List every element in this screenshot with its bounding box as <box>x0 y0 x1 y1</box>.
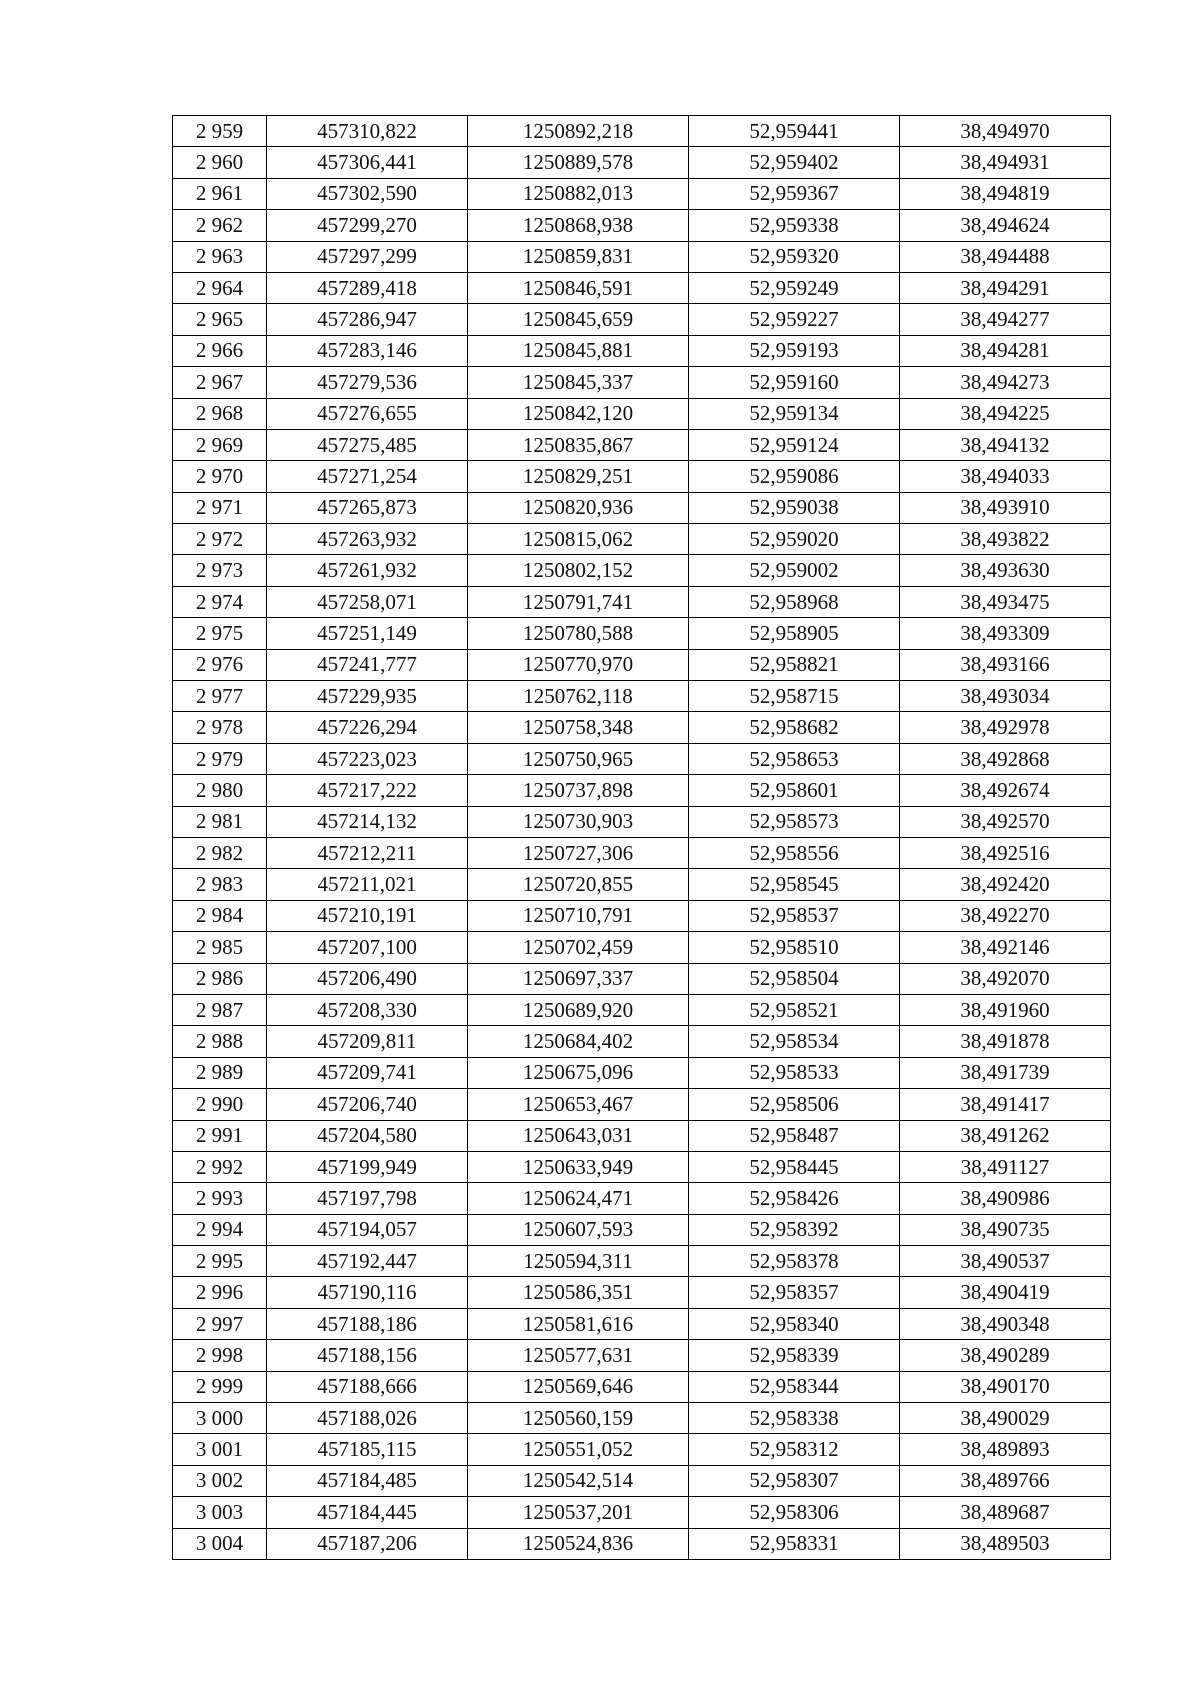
longitude-cell: 38,494970 <box>900 116 1111 147</box>
x-coordinate-cell: 457204,580 <box>267 1120 468 1151</box>
x-coordinate-cell: 457214,132 <box>267 806 468 837</box>
y-coordinate-cell: 1250710,791 <box>468 900 689 931</box>
point-number-cell: 2 997 <box>173 1308 267 1339</box>
y-coordinate-cell: 1250653,467 <box>468 1089 689 1120</box>
y-coordinate-cell: 1250802,152 <box>468 555 689 586</box>
point-number-cell: 3 001 <box>173 1434 267 1465</box>
point-number-cell: 2 972 <box>173 524 267 555</box>
table-row <box>173 1497 1111 1528</box>
y-coordinate-cell: 1250607,593 <box>468 1214 689 1245</box>
latitude-cell: 52,958653 <box>689 743 900 774</box>
latitude-cell: 52,959134 <box>689 398 900 429</box>
coordinates-table <box>172 115 1111 1560</box>
x-coordinate-cell: 457265,873 <box>267 492 468 523</box>
point-number-cell: 2 981 <box>173 806 267 837</box>
latitude-cell: 52,959020 <box>689 524 900 555</box>
latitude-cell: 52,959402 <box>689 147 900 178</box>
point-number-cell: 2 990 <box>173 1089 267 1120</box>
y-coordinate-cell: 1250845,659 <box>468 304 689 335</box>
table-row <box>173 837 1111 868</box>
x-coordinate-cell: 457310,822 <box>267 116 468 147</box>
point-number-cell: 2 992 <box>173 1151 267 1182</box>
latitude-cell: 52,958537 <box>689 900 900 931</box>
x-coordinate-cell: 457251,149 <box>267 618 468 649</box>
table-row <box>173 335 1111 366</box>
longitude-cell: 38,490986 <box>900 1183 1111 1214</box>
table-row <box>173 1151 1111 1182</box>
point-number-cell: 2 995 <box>173 1246 267 1277</box>
x-coordinate-cell: 457241,777 <box>267 649 468 680</box>
latitude-cell: 52,958521 <box>689 994 900 1025</box>
point-number-cell: 2 984 <box>173 900 267 931</box>
table-row <box>173 1120 1111 1151</box>
x-coordinate-cell: 457187,206 <box>267 1528 468 1559</box>
y-coordinate-cell: 1250675,096 <box>468 1057 689 1088</box>
y-coordinate-cell: 1250780,588 <box>468 618 689 649</box>
x-coordinate-cell: 457211,021 <box>267 869 468 900</box>
longitude-cell: 38,492270 <box>900 900 1111 931</box>
x-coordinate-cell: 457188,156 <box>267 1340 468 1371</box>
longitude-cell: 38,492516 <box>900 837 1111 868</box>
latitude-cell: 52,958357 <box>689 1277 900 1308</box>
x-coordinate-cell: 457289,418 <box>267 272 468 303</box>
y-coordinate-cell: 1250859,831 <box>468 241 689 272</box>
longitude-cell: 38,493910 <box>900 492 1111 523</box>
x-coordinate-cell: 457299,270 <box>267 210 468 241</box>
table-row <box>173 775 1111 806</box>
y-coordinate-cell: 1250633,949 <box>468 1151 689 1182</box>
table-row <box>173 1277 1111 1308</box>
table-row <box>173 1089 1111 1120</box>
longitude-cell: 38,494281 <box>900 335 1111 366</box>
table-row <box>173 555 1111 586</box>
latitude-cell: 52,958821 <box>689 649 900 680</box>
point-number-cell: 2 985 <box>173 932 267 963</box>
latitude-cell: 52,958534 <box>689 1026 900 1057</box>
y-coordinate-cell: 1250624,471 <box>468 1183 689 1214</box>
point-number-cell: 2 975 <box>173 618 267 649</box>
table-row <box>173 869 1111 900</box>
y-coordinate-cell: 1250882,013 <box>468 178 689 209</box>
table-row <box>173 1183 1111 1214</box>
point-number-cell: 2 963 <box>173 241 267 272</box>
table-row <box>173 398 1111 429</box>
table-row <box>173 994 1111 1025</box>
y-coordinate-cell: 1250730,903 <box>468 806 689 837</box>
latitude-cell: 52,958344 <box>689 1371 900 1402</box>
longitude-cell: 38,492674 <box>900 775 1111 806</box>
y-coordinate-cell: 1250689,920 <box>468 994 689 1025</box>
x-coordinate-cell: 457188,026 <box>267 1403 468 1434</box>
y-coordinate-cell: 1250537,201 <box>468 1497 689 1528</box>
latitude-cell: 52,959193 <box>689 335 900 366</box>
point-number-cell: 2 976 <box>173 649 267 680</box>
coordinates-table-body <box>173 116 1111 1560</box>
latitude-cell: 52,959038 <box>689 492 900 523</box>
point-number-cell: 2 970 <box>173 461 267 492</box>
longitude-cell: 38,491878 <box>900 1026 1111 1057</box>
y-coordinate-cell: 1250581,616 <box>468 1308 689 1339</box>
longitude-cell: 38,492070 <box>900 963 1111 994</box>
table-row <box>173 618 1111 649</box>
y-coordinate-cell: 1250569,646 <box>468 1371 689 1402</box>
longitude-cell: 38,494819 <box>900 178 1111 209</box>
point-number-cell: 2 982 <box>173 837 267 868</box>
y-coordinate-cell: 1250815,062 <box>468 524 689 555</box>
latitude-cell: 52,958556 <box>689 837 900 868</box>
longitude-cell: 38,492146 <box>900 932 1111 963</box>
table-row <box>173 524 1111 555</box>
x-coordinate-cell: 457302,590 <box>267 178 468 209</box>
longitude-cell: 38,492978 <box>900 712 1111 743</box>
y-coordinate-cell: 1250820,936 <box>468 492 689 523</box>
table-row <box>173 806 1111 837</box>
point-number-cell: 2 962 <box>173 210 267 241</box>
longitude-cell: 38,493166 <box>900 649 1111 680</box>
x-coordinate-cell: 457283,146 <box>267 335 468 366</box>
y-coordinate-cell: 1250684,402 <box>468 1026 689 1057</box>
table-row <box>173 1057 1111 1088</box>
latitude-cell: 52,959002 <box>689 555 900 586</box>
longitude-cell: 38,489503 <box>900 1528 1111 1559</box>
y-coordinate-cell: 1250524,836 <box>468 1528 689 1559</box>
x-coordinate-cell: 457184,445 <box>267 1497 468 1528</box>
x-coordinate-cell: 457207,100 <box>267 932 468 963</box>
y-coordinate-cell: 1250737,898 <box>468 775 689 806</box>
latitude-cell: 52,958905 <box>689 618 900 649</box>
table-row <box>173 429 1111 460</box>
table-row <box>173 1403 1111 1434</box>
latitude-cell: 52,958573 <box>689 806 900 837</box>
table-row <box>173 1308 1111 1339</box>
x-coordinate-cell: 457286,947 <box>267 304 468 335</box>
x-coordinate-cell: 457209,811 <box>267 1026 468 1057</box>
longitude-cell: 38,489766 <box>900 1465 1111 1496</box>
point-number-cell: 2 998 <box>173 1340 267 1371</box>
latitude-cell: 52,958338 <box>689 1403 900 1434</box>
latitude-cell: 52,959367 <box>689 178 900 209</box>
table-row <box>173 147 1111 178</box>
table-row <box>173 1371 1111 1402</box>
table-row <box>173 461 1111 492</box>
longitude-cell: 38,491417 <box>900 1089 1111 1120</box>
longitude-cell: 38,491262 <box>900 1120 1111 1151</box>
point-number-cell: 2 969 <box>173 429 267 460</box>
y-coordinate-cell: 1250791,741 <box>468 586 689 617</box>
longitude-cell: 38,494488 <box>900 241 1111 272</box>
point-number-cell: 2 980 <box>173 775 267 806</box>
y-coordinate-cell: 1250551,052 <box>468 1434 689 1465</box>
table-row <box>173 116 1111 147</box>
x-coordinate-cell: 457223,023 <box>267 743 468 774</box>
x-coordinate-cell: 457192,447 <box>267 1246 468 1277</box>
table-row <box>173 304 1111 335</box>
point-number-cell: 3 003 <box>173 1497 267 1528</box>
point-number-cell: 2 967 <box>173 367 267 398</box>
latitude-cell: 52,958545 <box>689 869 900 900</box>
point-number-cell: 2 994 <box>173 1214 267 1245</box>
table-row <box>173 1434 1111 1465</box>
x-coordinate-cell: 457261,932 <box>267 555 468 586</box>
longitude-cell: 38,493309 <box>900 618 1111 649</box>
latitude-cell: 52,958715 <box>689 681 900 712</box>
latitude-cell: 52,958306 <box>689 1497 900 1528</box>
table-row <box>173 272 1111 303</box>
longitude-cell: 38,493475 <box>900 586 1111 617</box>
y-coordinate-cell: 1250720,855 <box>468 869 689 900</box>
latitude-cell: 52,958510 <box>689 932 900 963</box>
x-coordinate-cell: 457226,294 <box>267 712 468 743</box>
y-coordinate-cell: 1250643,031 <box>468 1120 689 1151</box>
x-coordinate-cell: 457188,186 <box>267 1308 468 1339</box>
point-number-cell: 2 979 <box>173 743 267 774</box>
latitude-cell: 52,959441 <box>689 116 900 147</box>
latitude-cell: 52,959160 <box>689 367 900 398</box>
table-row <box>173 900 1111 931</box>
point-number-cell: 2 989 <box>173 1057 267 1088</box>
longitude-cell: 38,491739 <box>900 1057 1111 1088</box>
table-row <box>173 1026 1111 1057</box>
latitude-cell: 52,958968 <box>689 586 900 617</box>
x-coordinate-cell: 457188,666 <box>267 1371 468 1402</box>
x-coordinate-cell: 457190,116 <box>267 1277 468 1308</box>
x-coordinate-cell: 457184,485 <box>267 1465 468 1496</box>
point-number-cell: 2 960 <box>173 147 267 178</box>
table-row <box>173 932 1111 963</box>
table-row <box>173 492 1111 523</box>
table-row <box>173 1340 1111 1371</box>
y-coordinate-cell: 1250762,118 <box>468 681 689 712</box>
x-coordinate-cell: 457199,949 <box>267 1151 468 1182</box>
y-coordinate-cell: 1250846,591 <box>468 272 689 303</box>
longitude-cell: 38,490029 <box>900 1403 1111 1434</box>
table-row <box>173 241 1111 272</box>
table-row <box>173 649 1111 680</box>
latitude-cell: 52,959249 <box>689 272 900 303</box>
table-row <box>173 367 1111 398</box>
latitude-cell: 52,958426 <box>689 1183 900 1214</box>
longitude-cell: 38,493034 <box>900 681 1111 712</box>
x-coordinate-cell: 457206,740 <box>267 1089 468 1120</box>
x-coordinate-cell: 457197,798 <box>267 1183 468 1214</box>
y-coordinate-cell: 1250542,514 <box>468 1465 689 1496</box>
point-number-cell: 2 965 <box>173 304 267 335</box>
x-coordinate-cell: 457210,191 <box>267 900 468 931</box>
y-coordinate-cell: 1250702,459 <box>468 932 689 963</box>
table-row <box>173 210 1111 241</box>
table-row <box>173 743 1111 774</box>
latitude-cell: 52,958378 <box>689 1246 900 1277</box>
point-number-cell: 2 983 <box>173 869 267 900</box>
y-coordinate-cell: 1250842,120 <box>468 398 689 429</box>
table-row <box>173 681 1111 712</box>
y-coordinate-cell: 1250697,337 <box>468 963 689 994</box>
latitude-cell: 52,958504 <box>689 963 900 994</box>
x-coordinate-cell: 457217,222 <box>267 775 468 806</box>
x-coordinate-cell: 457276,655 <box>267 398 468 429</box>
longitude-cell: 38,489687 <box>900 1497 1111 1528</box>
x-coordinate-cell: 457279,536 <box>267 367 468 398</box>
latitude-cell: 52,959086 <box>689 461 900 492</box>
latitude-cell: 52,959227 <box>689 304 900 335</box>
latitude-cell: 52,958339 <box>689 1340 900 1371</box>
y-coordinate-cell: 1250594,311 <box>468 1246 689 1277</box>
point-number-cell: 2 999 <box>173 1371 267 1402</box>
point-number-cell: 2 974 <box>173 586 267 617</box>
latitude-cell: 52,958533 <box>689 1057 900 1088</box>
x-coordinate-cell: 457297,299 <box>267 241 468 272</box>
point-number-cell: 2 966 <box>173 335 267 366</box>
y-coordinate-cell: 1250586,351 <box>468 1277 689 1308</box>
point-number-cell: 2 959 <box>173 116 267 147</box>
longitude-cell: 38,491127 <box>900 1151 1111 1182</box>
longitude-cell: 38,492420 <box>900 869 1111 900</box>
longitude-cell: 38,490348 <box>900 1308 1111 1339</box>
point-number-cell: 2 971 <box>173 492 267 523</box>
longitude-cell: 38,492570 <box>900 806 1111 837</box>
table-row <box>173 1214 1111 1245</box>
longitude-cell: 38,490289 <box>900 1340 1111 1371</box>
table-row <box>173 1465 1111 1496</box>
x-coordinate-cell: 457194,057 <box>267 1214 468 1245</box>
longitude-cell: 38,490419 <box>900 1277 1111 1308</box>
table-row <box>173 712 1111 743</box>
latitude-cell: 52,958506 <box>689 1089 900 1120</box>
latitude-cell: 52,958487 <box>689 1120 900 1151</box>
latitude-cell: 52,958307 <box>689 1465 900 1496</box>
y-coordinate-cell: 1250577,631 <box>468 1340 689 1371</box>
longitude-cell: 38,491960 <box>900 994 1111 1025</box>
x-coordinate-cell: 457306,441 <box>267 147 468 178</box>
longitude-cell: 38,494033 <box>900 461 1111 492</box>
longitude-cell: 38,493822 <box>900 524 1111 555</box>
longitude-cell: 38,494132 <box>900 429 1111 460</box>
x-coordinate-cell: 457185,115 <box>267 1434 468 1465</box>
x-coordinate-cell: 457229,935 <box>267 681 468 712</box>
y-coordinate-cell: 1250835,867 <box>468 429 689 460</box>
longitude-cell: 38,494277 <box>900 304 1111 335</box>
x-coordinate-cell: 457258,071 <box>267 586 468 617</box>
x-coordinate-cell: 457208,330 <box>267 994 468 1025</box>
x-coordinate-cell: 457271,254 <box>267 461 468 492</box>
point-number-cell: 3 004 <box>173 1528 267 1559</box>
latitude-cell: 52,958601 <box>689 775 900 806</box>
table-row <box>173 963 1111 994</box>
longitude-cell: 38,490537 <box>900 1246 1111 1277</box>
longitude-cell: 38,493630 <box>900 555 1111 586</box>
table-row <box>173 586 1111 617</box>
x-coordinate-cell: 457209,741 <box>267 1057 468 1088</box>
point-number-cell: 2 988 <box>173 1026 267 1057</box>
point-number-cell: 3 000 <box>173 1403 267 1434</box>
longitude-cell: 38,494624 <box>900 210 1111 241</box>
longitude-cell: 38,492868 <box>900 743 1111 774</box>
x-coordinate-cell: 457206,490 <box>267 963 468 994</box>
point-number-cell: 2 991 <box>173 1120 267 1151</box>
point-number-cell: 2 993 <box>173 1183 267 1214</box>
y-coordinate-cell: 1250758,348 <box>468 712 689 743</box>
point-number-cell: 2 964 <box>173 272 267 303</box>
point-number-cell: 2 987 <box>173 994 267 1025</box>
x-coordinate-cell: 457212,211 <box>267 837 468 868</box>
y-coordinate-cell: 1250892,218 <box>468 116 689 147</box>
point-number-cell: 2 978 <box>173 712 267 743</box>
latitude-cell: 52,958392 <box>689 1214 900 1245</box>
y-coordinate-cell: 1250829,251 <box>468 461 689 492</box>
point-number-cell: 2 961 <box>173 178 267 209</box>
longitude-cell: 38,490735 <box>900 1214 1111 1245</box>
point-number-cell: 3 002 <box>173 1465 267 1496</box>
x-coordinate-cell: 457263,932 <box>267 524 468 555</box>
y-coordinate-cell: 1250868,938 <box>468 210 689 241</box>
latitude-cell: 52,958340 <box>689 1308 900 1339</box>
latitude-cell: 52,958445 <box>689 1151 900 1182</box>
longitude-cell: 38,494225 <box>900 398 1111 429</box>
y-coordinate-cell: 1250770,970 <box>468 649 689 680</box>
x-coordinate-cell: 457275,485 <box>267 429 468 460</box>
point-number-cell: 2 968 <box>173 398 267 429</box>
longitude-cell: 38,490170 <box>900 1371 1111 1402</box>
longitude-cell: 38,494273 <box>900 367 1111 398</box>
point-number-cell: 2 973 <box>173 555 267 586</box>
y-coordinate-cell: 1250889,578 <box>468 147 689 178</box>
point-number-cell: 2 986 <box>173 963 267 994</box>
latitude-cell: 52,959338 <box>689 210 900 241</box>
point-number-cell: 2 996 <box>173 1277 267 1308</box>
table-row <box>173 1528 1111 1559</box>
longitude-cell: 38,489893 <box>900 1434 1111 1465</box>
y-coordinate-cell: 1250727,306 <box>468 837 689 868</box>
latitude-cell: 52,959320 <box>689 241 900 272</box>
point-number-cell: 2 977 <box>173 681 267 712</box>
y-coordinate-cell: 1250750,965 <box>468 743 689 774</box>
y-coordinate-cell: 1250845,337 <box>468 367 689 398</box>
y-coordinate-cell: 1250560,159 <box>468 1403 689 1434</box>
y-coordinate-cell: 1250845,881 <box>468 335 689 366</box>
latitude-cell: 52,958312 <box>689 1434 900 1465</box>
longitude-cell: 38,494291 <box>900 272 1111 303</box>
latitude-cell: 52,959124 <box>689 429 900 460</box>
latitude-cell: 52,958682 <box>689 712 900 743</box>
table-row <box>173 1246 1111 1277</box>
table-row <box>173 178 1111 209</box>
latitude-cell: 52,958331 <box>689 1528 900 1559</box>
longitude-cell: 38,494931 <box>900 147 1111 178</box>
